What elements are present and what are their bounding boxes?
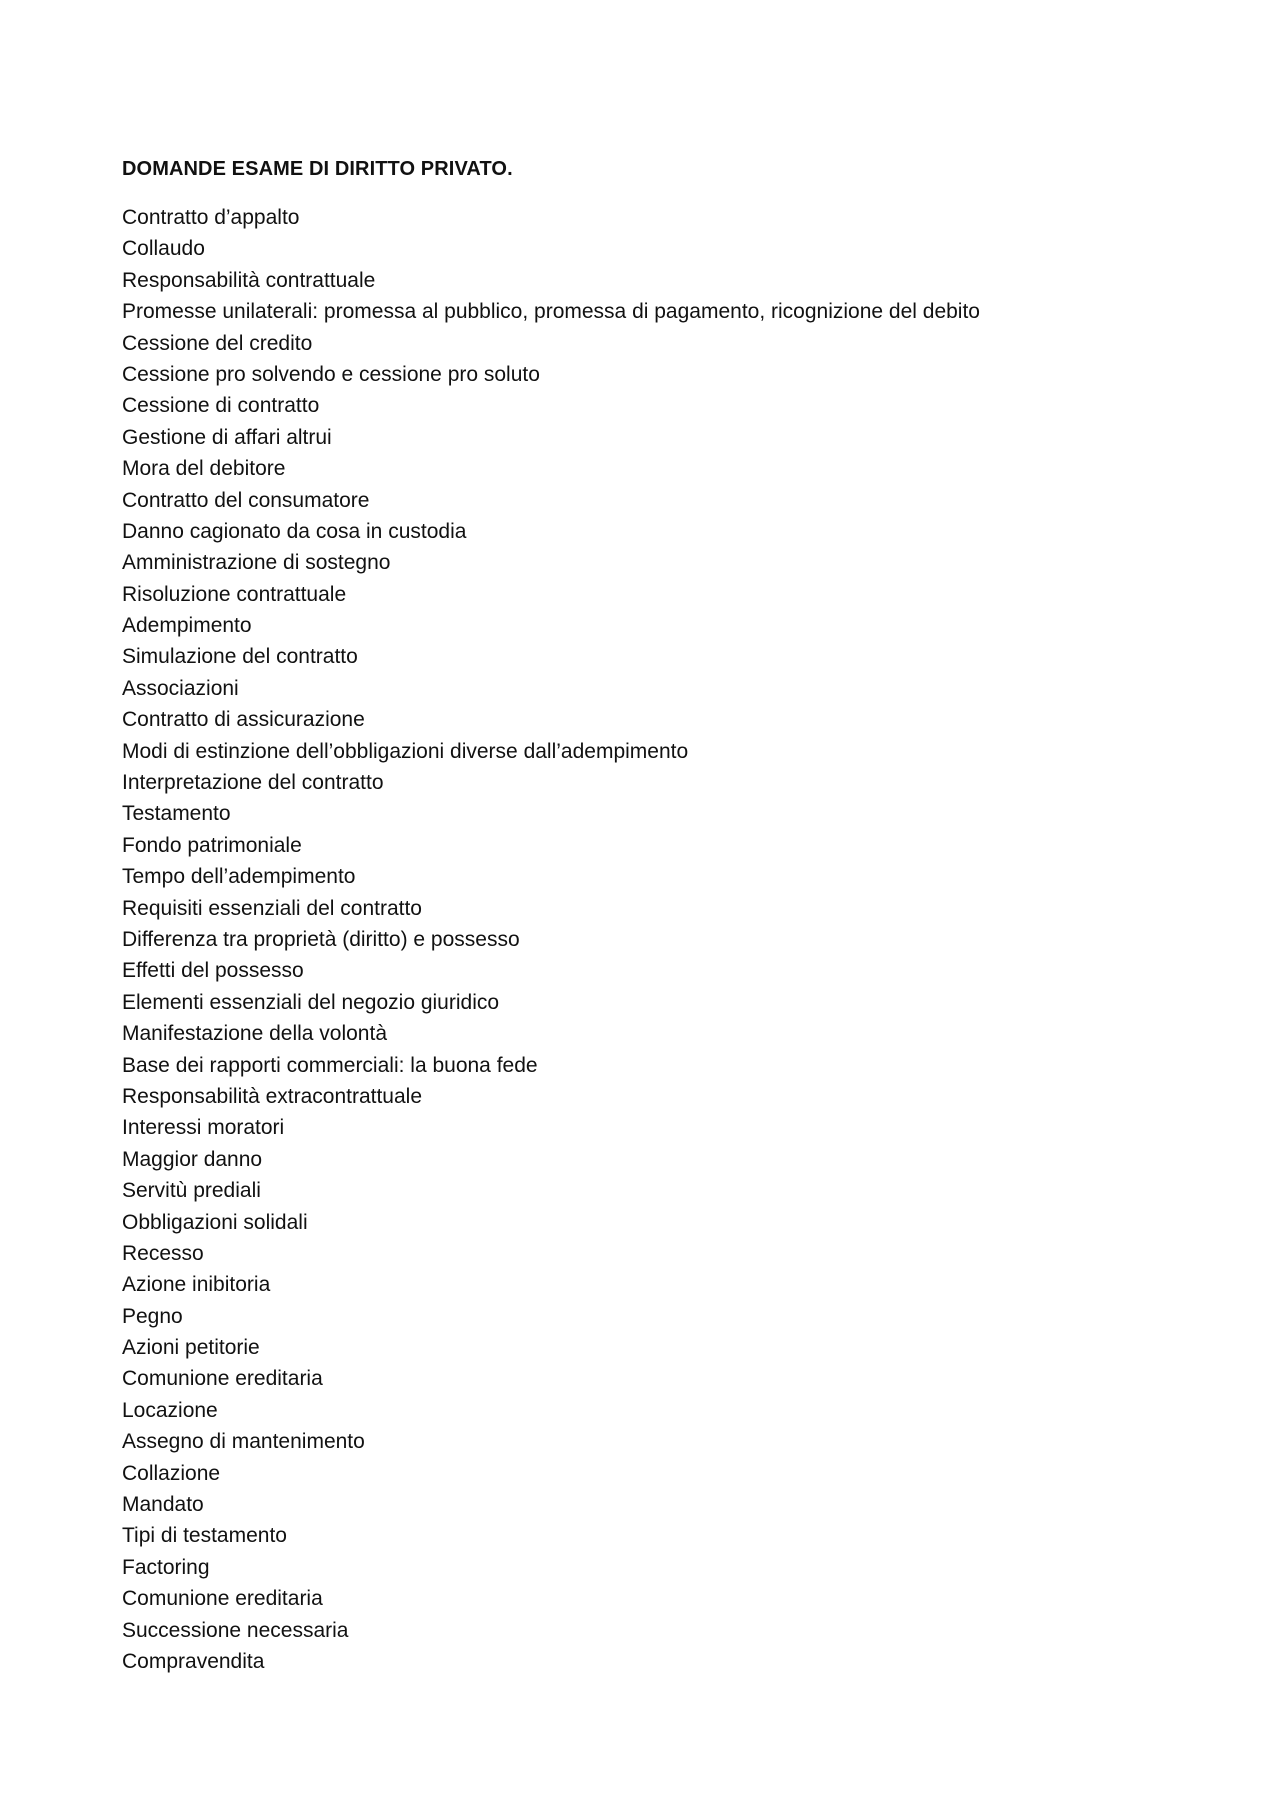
list-item: Factoring [122, 1555, 210, 1579]
list-item: Modi di estinzione dell’obbligazioni diverse dall’adempimento [122, 739, 689, 763]
list-item: Cessione del credito [122, 331, 313, 355]
list-item: Cessione di contratto [122, 394, 320, 418]
list-item: Mora del debitore [122, 457, 286, 481]
list-item: Tipi di testamento [122, 1524, 287, 1548]
list-item: Pegno [122, 1304, 183, 1328]
list-item: Servitù prediali [122, 1179, 261, 1203]
list-item: Assegno di mantenimento [122, 1430, 365, 1454]
list-item: Comunione ereditaria [122, 1367, 323, 1391]
list-item: Obbligazioni solidali [122, 1210, 308, 1234]
page-title: DOMANDE ESAME DI DIRITTO PRIVATO. [122, 158, 513, 180]
list-item: Risoluzione contrattuale [122, 582, 347, 606]
list-item: Manifestazione della volontà [122, 1022, 388, 1046]
list-item: Contratto di assicurazione [122, 708, 365, 732]
list-item: Adempimento [122, 614, 252, 638]
list-item: Requisiti essenziali del contratto [122, 896, 422, 920]
list-item: Base dei rapporti commerciali: la buona fede [122, 1053, 538, 1077]
list-item: Effetti del possesso [122, 959, 304, 983]
list-item: Successione necessaria [122, 1618, 349, 1642]
list-item: Danno cagionato da cosa in custodia [122, 519, 467, 543]
list-item: Azioni petitorie [122, 1336, 260, 1360]
list-item: Recesso [122, 1241, 204, 1265]
list-item: Comunione ereditaria [122, 1587, 323, 1611]
list-item: Amministrazione di sostegno [122, 551, 391, 575]
list-item: Promesse unilaterali: promessa al pubblico, promessa di pagamento, ricognizione del debito [122, 300, 980, 324]
list-item: Interpretazione del contratto [122, 771, 384, 795]
list-item: Cessione pro solvendo e cessione pro soluto [122, 362, 540, 386]
topic-list [122, 202, 980, 1677]
list-item: Responsabilità contrattuale [122, 268, 376, 292]
list-item: Tempo dell’adempimento [122, 865, 356, 889]
list-item: Collaudo [122, 237, 205, 261]
list-item: Collazione [122, 1461, 221, 1485]
list-item: Differenza tra proprietà (diritto) e possesso [122, 927, 520, 951]
list-item: Compravendita [122, 1649, 265, 1673]
list-item: Fondo patrimoniale [122, 833, 302, 857]
list-item: Responsabilità extracontrattuale [122, 1084, 423, 1108]
list-item: Locazione [122, 1398, 218, 1422]
list-item: Maggior danno [122, 1147, 263, 1171]
list-item: Mandato [122, 1493, 204, 1517]
list-item: Elementi essenziali del negozio giuridico [122, 990, 500, 1014]
list-item: Azione inibitoria [122, 1273, 271, 1297]
list-item: Contratto del consumatore [122, 488, 370, 512]
list-item: Testamento [122, 802, 231, 826]
list-item: Interessi moratori [122, 1116, 285, 1140]
list-item: Contratto d’appalto [122, 206, 300, 229]
list-item: Gestione di affari altrui [122, 425, 332, 449]
list-item: Simulazione del contratto [122, 645, 358, 669]
list-item: Associazioni [122, 676, 239, 700]
